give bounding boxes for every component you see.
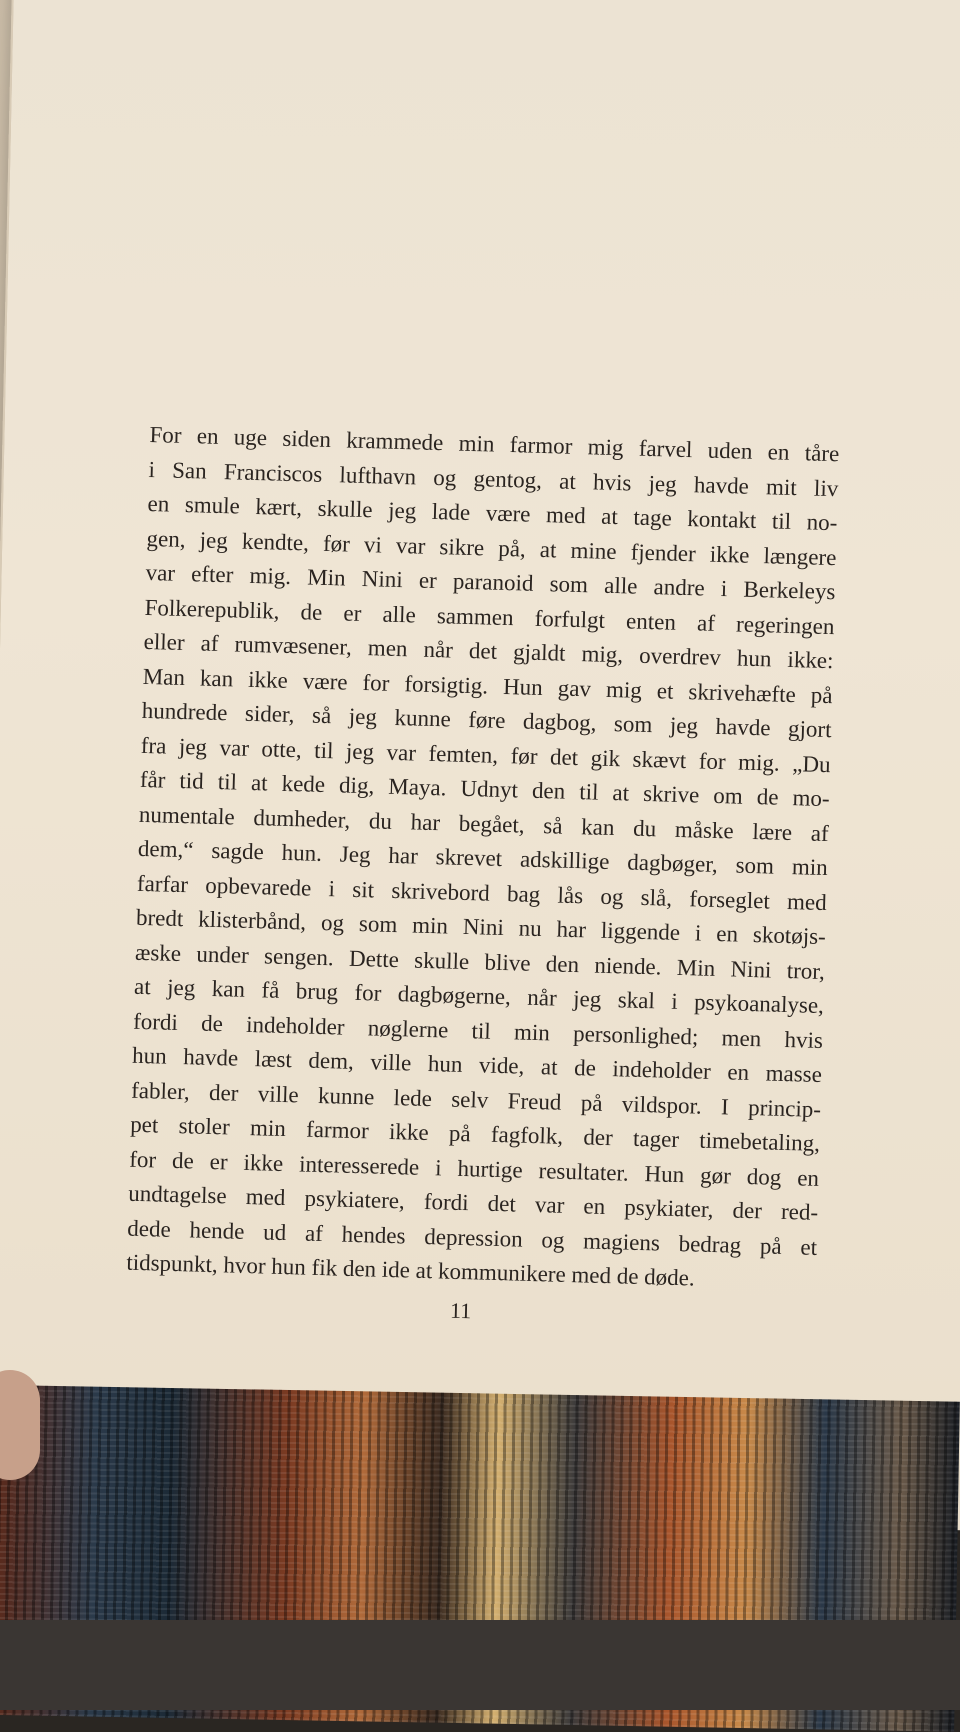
text-line: dede hende ud af hendes depression og magiens bedrag på et [127,1215,818,1260]
text-line: dem,“ sagde hun. Jeg har skrevet adskillige dagbøger, som min [137,835,829,881]
text-line: får tid til at kede dig, Maya. Udnyt den til at skrive om de mo- [139,766,830,812]
text-line: undtagelse med psykiatere, fordi det var en psykiater, der red- [127,1180,819,1225]
text-line: fra jeg var otte, til jeg var femten, før det gik skævt for mig. „Du [140,732,831,777]
text-line: i San Franciscos lufthavn og gentog, at hvis jeg havde mit liv [148,456,839,501]
text-line: Folkerepublik, de er alle sammen forfulgt enten af regeringen [144,594,835,639]
text-line: gen, jeg kendte, før vi var sikre på, at mine fjender ikke længere [146,525,837,570]
text-line: fabler, der ville kunne lede selv Freud på vildspor. I princip- [130,1077,822,1122]
text-line: numentale dumheder, du har begået, så kan du måske lære af [138,801,830,846]
floor-background [0,1620,960,1710]
text-line: hundrede sider, så jeg kunne føre dagbog, som jeg havde gjort [141,697,832,743]
text-line: en smule kært, skulle jeg lade være med at tage kontakt til no- [147,490,838,536]
text-line: farfar opbevarede i sit skrivebord bag lås og slå, forseglet med [136,870,828,915]
text-line: bredt klisterbånd, og som min Nini nu har liggende i en skotøjs- [135,904,827,950]
text-line: æske under sengen. Dette skulle blive den niende. Min Nini tror, [134,939,826,984]
text-line: tidspunkt, hvor hun fik den ide at kommunikere med de døde. [126,1249,696,1291]
page-number: 11 [449,1297,472,1324]
text-line: var efter mig. Min Nini er paranoid som alle andre i Berkeleys [145,559,836,605]
text-line: pet stoler min farmor ikke på fagfolk, der tager timebetaling, [129,1111,821,1156]
text-line: for de er ikke interesserede i hurtige resultater. Hun gør dog en [128,1146,820,1191]
text-line: For en uge siden krammede min farmor mig farvel uden en tåre [149,421,840,467]
page-body-text [126,418,840,1299]
thumb [0,1370,40,1480]
text-line: at jeg kan få brug for dagbøgerne, når jeg skal i psykoanalyse, [133,973,825,1019]
text-line: hun havde læst dem, ville hun vide, at de indeholder en masse [131,1042,823,1088]
text-line: fordi de indeholder nøglerne til min personlighed; men hvis [132,1008,824,1053]
text-line: Man kan ikke være for forsigtig. Hun gav mig et skrivehæfte på [142,663,833,708]
text-line: eller af rumvæsener, men når det gjaldt mig, overdrev hun ikke: [143,628,834,674]
